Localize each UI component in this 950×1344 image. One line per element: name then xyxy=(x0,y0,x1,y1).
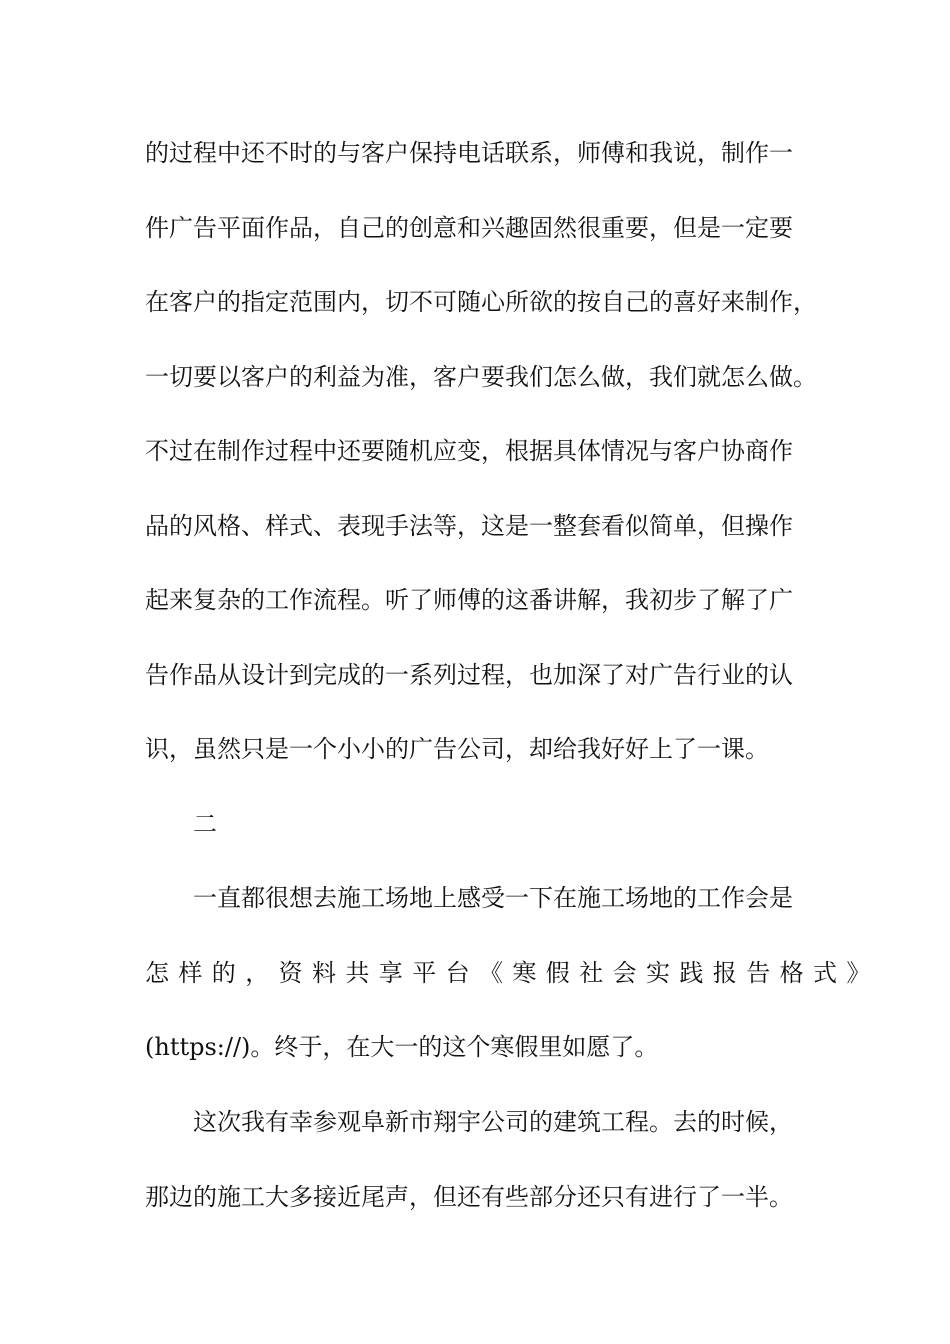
text-line: 告作品从设计到完成的一系列过程，也加深了对广告行业的认 xyxy=(145,661,793,689)
section-heading: 二 xyxy=(193,810,217,838)
text-line: 识，虽然只是一个小小的广告公司，却给我好好上了一课。 xyxy=(145,735,769,763)
text-line: 怎样的，资料共享平台《寒假社会实践报告格式》 xyxy=(145,959,880,987)
text-line: 不过在制作过程中还要随机应变，根据具体情况与客户协商作 xyxy=(145,437,793,465)
text-line: 起来复杂的工作流程。听了师傅的这番讲解，我初步了解了广 xyxy=(145,586,793,614)
text-line: 在客户的指定范围内，切不可随心所欲的按自己的喜好来制作， xyxy=(145,288,817,316)
text-line: 件广告平面作品，自己的创意和兴趣固然很重要，但是一定要 xyxy=(145,214,793,242)
text-line: 那边的施工大多接近尾声，但还有些部分还只有进行了一半。 xyxy=(145,1183,793,1211)
text-line: 这次我有幸参观阜新市翔宇公司的建筑工程。去的时候， xyxy=(193,1108,793,1136)
text-line: 品的风格、样式、表现手法等，这是一整套看似简单，但操作 xyxy=(145,512,793,540)
text-line: (https://)。终于，在大一的这个寒假里如愿了。 xyxy=(145,1033,659,1061)
text-line: 的过程中还不时的与客户保持电话联系，师傅和我说，制作一 xyxy=(145,139,793,167)
text-line: 一切要以客户的利益为准，客户要我们怎么做，我们就怎么做。 xyxy=(145,363,817,391)
text-line: 一直都很想去施工场地上感受一下在施工场地的工作会是 xyxy=(193,884,793,912)
